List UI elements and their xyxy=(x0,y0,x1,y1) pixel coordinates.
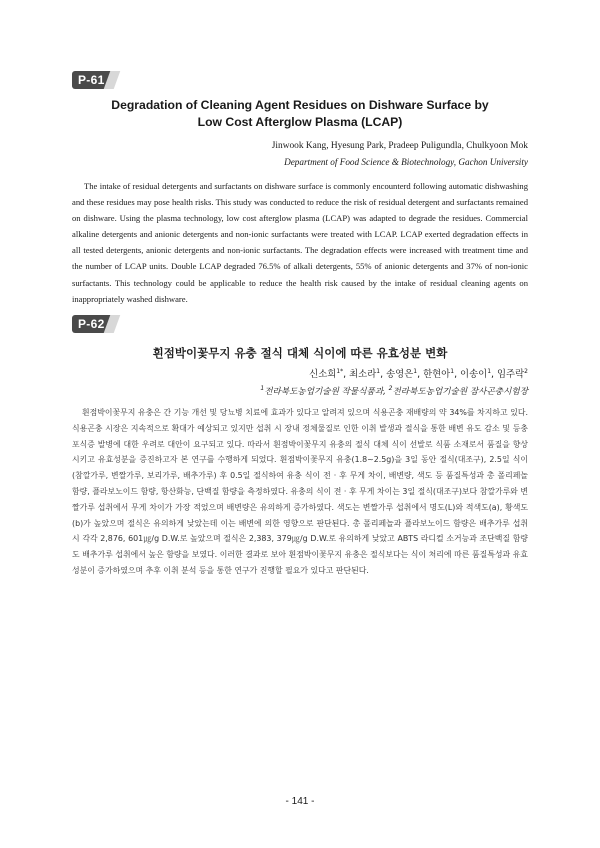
paper-label: P-61 xyxy=(72,71,111,89)
author-name: 이송이 xyxy=(460,369,488,380)
author-name: 한현아 xyxy=(423,369,451,380)
paper-title-line1: Degradation of Cleaning Agent Residues on Dishware Surface by xyxy=(111,98,489,112)
affiliation-sup: 2 xyxy=(388,385,393,393)
author-sup: 1 xyxy=(487,367,492,375)
affiliation-sup: 1 xyxy=(260,385,265,393)
author-name: 신소희 xyxy=(309,369,337,380)
author-name: 임주락 xyxy=(497,369,525,380)
paper-title-line2: Low Cost Afterglow Plasma (LCAP) xyxy=(197,115,403,129)
paper-abstract: The intake of residual detergents and surfactants on dishware surface is commonly encounterd following automatic dishwashing and these residues may pose health risks. This study was conducted to reduce the risk of residual detergent and surfactants remained on dishware. Using the plasma technology, low cost afterglow plasma (LCAP) was adapted to degrade the residues. Commercial alkaline detergents and anionic detergents and non-ionic surfactants were treated with LCAP. LCAP exerted degradation effects in all tested detergents, anionic detergents and non-ionic surfactants. The degradation effects were increased with treatment time and the number of LCAP units. Double LCAP degraded 76.5% of alkali detergents, 55% of anionic detergents and 37% of non-ionic surfactants. This technology could be applicable to reduce the health risk caused by the intake of residual cleaning agents on inappropriately washed dishware. xyxy=(72,181,528,304)
paper-label: P-62 xyxy=(72,315,111,333)
paper-label-badge xyxy=(72,314,120,334)
paper-affiliation: Department of Food Science & Biotechnology, Gachon University xyxy=(284,157,528,167)
page-number: - 141 - xyxy=(285,796,315,807)
author-name: 송영은 xyxy=(386,369,414,380)
author-sup: 1* xyxy=(336,367,344,375)
paper-abstract: 흰점박이꽃무지 유충은 간 기능 개선 및 당뇨병 치료에 효과가 있다고 알려져 있으며 식용곤충 재배량의 약 34%를 차지하고 있다. 식용곤충 시장은 지속적으로 확대가 예상되고 있지만 섭취 시 장내 정체물질로 인한 이취 발생과 절식을 통한 배변 유도 감소 및 등충포식증 발병에 대한 우려로 대안이 요구되고 있다. 따라서 흰점박이꽃무지 유충의 절식 대체 식이 선발로 식품 소재로서 품질을 향상시키고 유효성분을 증진하고자 본 연구를 수행하게 되었다. 흰점박이꽃무지 유충(1.8~2.5g)을 3일 동안 절식(대조구), 2.5일 식이(참깔가루, 변짤가루, 보리가루, 배추가루) 후 0.5일 절식하여 유충 식이 전 · 후 무게 차이, 배변량, 색도 등 품질특성과 총 폴리페놀 함량, 플라보노이드 함량, 항산화능, 단백질 함량을 측정하였다. 유충의 식이 전 · 후 무게 차이는 3일 절식(대조구)보다 참깔가루와 변짤가루 섭취에서 무게 차이가 가장 적었으며 배변량은 유의하게 증가하였다. 색도는 변짤가루 섭취에서 명도(L)와 적색도(a), 황색도(b)가 높았으며 절식은 유의하게 낮았는데 이는 배변에 의한 영향으로 판단된다. 총 폴리페놀과 플라보노이드 함량은 배추가루 섭취 시 각각 2,876, 601㎍/g D.W.로 높았으며 절식은 2,383, 379㎍/g D.W.로 유의하게 낮았고 ABTS 라디컬 소거능과 조단백질 함량도 배추가루 섭취에서 높은 함량을 보였다. 이러한 결과로 보아 흰점박이꽃무지 유충은 절식보다는 식이 처리에 따른 품질특성과 유효성분이 증가하였으며 추후 이취 분석 등을 통한 연구가 진행할 필요가 있다고 판단된다. xyxy=(72,408,528,575)
paper-affiliation xyxy=(260,385,528,397)
author-sup: 1 xyxy=(413,367,418,375)
paper-authors: Jinwook Kang, Hyesung Park, Pradeep Puligundla, Chulkyoon Mok xyxy=(271,141,528,151)
author-sup: 1 xyxy=(450,367,455,375)
affiliation-2: 전라북도농업기술원 잠사곤충시험장 xyxy=(392,387,528,397)
author-sup: 1 xyxy=(376,367,381,375)
paper-title xyxy=(72,97,528,131)
paper-label-badge xyxy=(72,70,120,90)
paper-title: 흰점박이꽃무지 유충 절식 대체 식이에 따른 유효성분 변화 xyxy=(152,346,448,360)
author-sup: 2 xyxy=(524,367,528,375)
paper-authors: 신소희$^{1*}$, 최소라$^1$, 송영은$^1$, 한현아$^1$, 이송이$^1$, 임주락$^2$ xyxy=(309,367,528,380)
author-name: 최소라 xyxy=(349,369,377,380)
affiliation-1: 전라북도농업기술원 작물식품과, xyxy=(264,387,386,397)
